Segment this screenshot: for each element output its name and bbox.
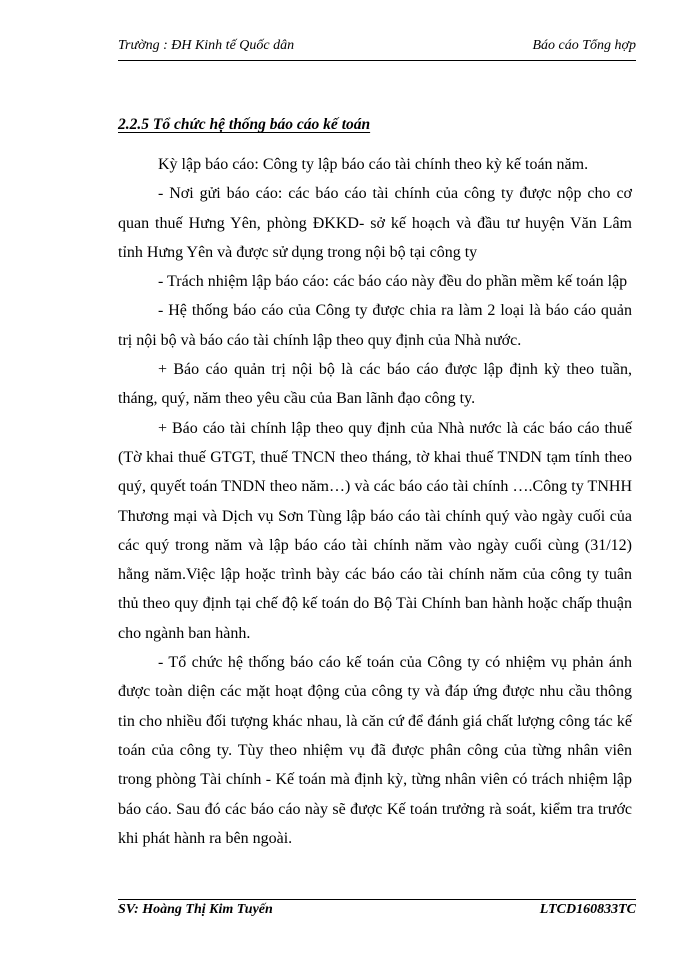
- body-text: [118, 150, 632, 853]
- paragraph: Kỳ lập báo cáo: Công ty lập báo cáo tài chính theo kỳ kế toán năm.: [158, 156, 589, 173]
- paragraph: + Báo cáo quản trị nội bộ là các báo cáo được lập định kỳ theo tuần, tháng, quý, năm theo yêu cầu của Ban lãnh đạo công ty.: [118, 361, 632, 408]
- paragraph: - Trách nhiệm lập báo cáo: các báo cáo này đều do phần mềm kế toán lập: [158, 273, 628, 291]
- page-footer: [118, 902, 636, 918]
- paragraph: - Nơi gửi báo cáo: các báo cáo tài chính của công ty được nộp cho cơ quan thuế Hưng Yên, phòng ĐKKD- sở kế hoạch và đầu tư huyện Văn Lâm tỉnh Hưng Yên và được sử dụng trong nội bộ tại công ty: [118, 185, 632, 261]
- footer-divider: [118, 899, 636, 900]
- section-heading: 2.2.5 Tổ chức hệ thống báo cáo kế toán: [118, 116, 371, 133]
- paragraph: - Hệ thống báo cáo của Công ty được chia ra làm 2 loại là báo cáo quản trị nội bộ và báo cáo tài chính lập theo quy định của Nhà nước.: [118, 302, 632, 349]
- page-header: [118, 38, 636, 54]
- paragraph: - Tổ chức hệ thống báo cáo kế toán của Công ty có nhiệm vụ phản ánh được toàn diện các mặt hoạt động của công ty và đáp ứng được nhu cầu thông tin cho nhiều đối tượng khác nhau, là căn cứ để đánh giá chất lượng công tác kế toán của công ty. Tùy theo nhiệm vụ đã được phân công của từng nhân viên trong phòng Tài chính - Kế toán mà định kỳ, từng nhân viên có trách nhiệm lập báo cáo. Sau đó các báo cáo này sẽ được Kế toán trưởng rà soát, kiểm tra trước khi phát hành ra bên ngoài.: [118, 654, 632, 847]
- footer-code: LTCD160833TC: [539, 902, 636, 917]
- header-divider: [118, 60, 636, 61]
- header-report-type: Báo cáo Tổng hợp: [532, 38, 636, 53]
- paragraph: + Báo cáo tài chính lập theo quy định của Nhà nước là các báo cáo thuế (Tờ khai thuế GTGT, thuế TNCN theo tháng, tờ khai thuế TNDN tạm tính theo quý, quyết toán TNDN theo năm…) và các báo cáo tài chính ….Công ty TNHH Thương mại và Dịch vụ Sơn Tùng lập báo cáo tài chính quý vào ngày cuối của các quý trong năm và lập báo cáo tài chính năm vào ngày cuối cùng (31/12) hằng năm.Việc lập hoặc trình bày các báo cáo tài chính năm của công ty tuân thủ theo quy định tại chế độ kế toán do Bộ Tài Chính ban hành hoặc chấp thuận cho ngành ban hành.: [118, 419, 632, 642]
- footer-student: SV: Hoàng Thị Kim Tuyến: [118, 902, 273, 917]
- header-school: Trường : ĐH Kinh tế Quốc dân: [118, 38, 295, 53]
